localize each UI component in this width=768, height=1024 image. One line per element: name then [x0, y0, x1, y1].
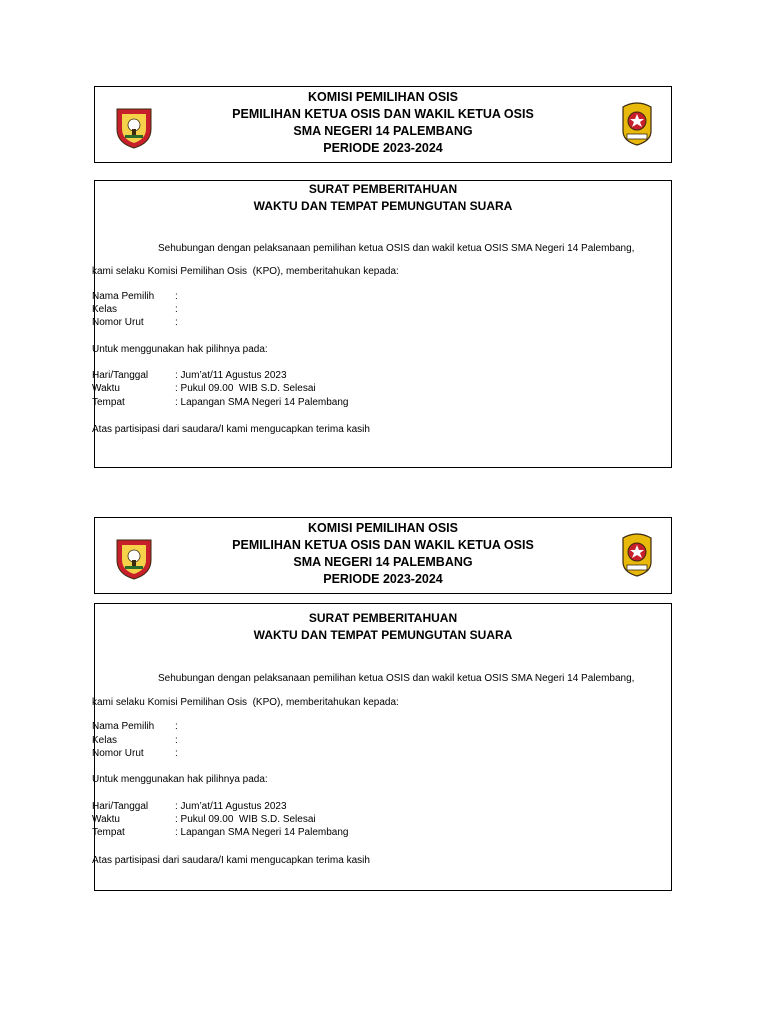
detail-label-place: Tempat [92, 827, 125, 838]
header-line-1: KOMISI PEMILIHAN OSIS [307, 521, 458, 535]
field-label-nomor-urut: Nomor Urut [92, 317, 144, 328]
intro-paragraph: Sehubungan dengan pelaksanaan pemilihan ketua OSIS dan wakil ketua OSIS SMA Negeri 14 Palembang, [158, 673, 635, 684]
school-emblem-logo-icon [620, 532, 654, 578]
field-colon: : [175, 291, 178, 302]
detail-value-time: : Pukul 09.00 WIB S.D. Selesai [175, 383, 316, 394]
field-colon: : [175, 317, 178, 328]
header-line-1: KOMISI PEMILIHAN OSIS [307, 90, 458, 104]
detail-value-time: : Pukul 09.00 WIB S.D. Selesai [175, 814, 316, 825]
closing-text: Atas partisipasi dari saudara/I kami mengucapkan terima kasih [92, 424, 370, 435]
letter-box-1 [94, 180, 672, 468]
school-emblem-logo-icon [620, 101, 654, 147]
letter-title-1: SURAT PEMBERITAHUAN [308, 182, 458, 196]
header-line-4: PERIODE 2023-2024 [323, 572, 443, 586]
field-colon: : [175, 735, 178, 746]
letter-box-2 [94, 603, 672, 891]
field-label-nomor-urut: Nomor Urut [92, 748, 144, 759]
letter-title-1: SURAT PEMBERITAHUAN [308, 611, 458, 625]
header-line-4: PERIODE 2023-2024 [323, 141, 443, 155]
field-label-nama-pemilih: Nama Pemilih [92, 291, 155, 302]
field-colon: : [175, 304, 178, 315]
detail-value-date: : Jum’at/11 Agustus 2023 [175, 801, 287, 812]
header-line-2: PEMILIHAN KETUA OSIS DAN WAKIL KETUA OSIS [232, 538, 534, 552]
detail-label-date: Hari/Tanggal [92, 801, 149, 812]
letter-title-2: WAKTU DAN TEMPAT PEMUNGUTAN SUARA [253, 199, 513, 213]
purpose-text: Untuk menggunakan hak pilihnya pada: [92, 344, 268, 355]
detail-value-place: : Lapangan SMA Negeri 14 Palembang [175, 397, 349, 408]
closing-text: Atas partisipasi dari saudara/I kami mengucapkan terima kasih [92, 855, 370, 866]
purpose-text: Untuk menggunakan hak pilihnya pada: [92, 774, 268, 785]
intro-paragraph: Sehubungan dengan pelaksanaan pemilihan ketua OSIS dan wakil ketua OSIS SMA Negeri 14 Palembang, [158, 243, 635, 254]
detail-label-place: Tempat [92, 397, 125, 408]
header-line-3: SMA NEGERI 14 PALEMBANG [293, 555, 473, 569]
field-colon: : [175, 748, 178, 759]
header-line-2: PEMILIHAN KETUA OSIS DAN WAKIL KETUA OSIS [232, 107, 534, 121]
letter-title-2: WAKTU DAN TEMPAT PEMUNGUTAN SUARA [253, 628, 513, 642]
detail-label-date: Hari/Tanggal [92, 370, 149, 381]
field-label-kelas: Kelas [92, 735, 118, 746]
detail-label-time: Waktu [92, 814, 120, 825]
detail-value-place: : Lapangan SMA Negeri 14 Palembang [175, 827, 349, 838]
header-box-2 [94, 517, 672, 594]
detail-value-date: : Jum’at/11 Agustus 2023 [175, 370, 287, 381]
field-label-nama-pemilih: Nama Pemilih [92, 721, 155, 732]
intro-paragraph-2: kami selaku Komisi Pemilihan Osis (KPO), memberitahukan kepada: [92, 266, 399, 277]
header-box-1 [94, 86, 672, 163]
intro-paragraph-2: kami selaku Komisi Pemilihan Osis (KPO), memberitahukan kepada: [92, 697, 399, 708]
field-colon: : [175, 721, 178, 732]
header-line-3: SMA NEGERI 14 PALEMBANG [293, 124, 473, 138]
detail-label-time: Waktu [92, 383, 120, 394]
field-label-kelas: Kelas [92, 304, 118, 315]
